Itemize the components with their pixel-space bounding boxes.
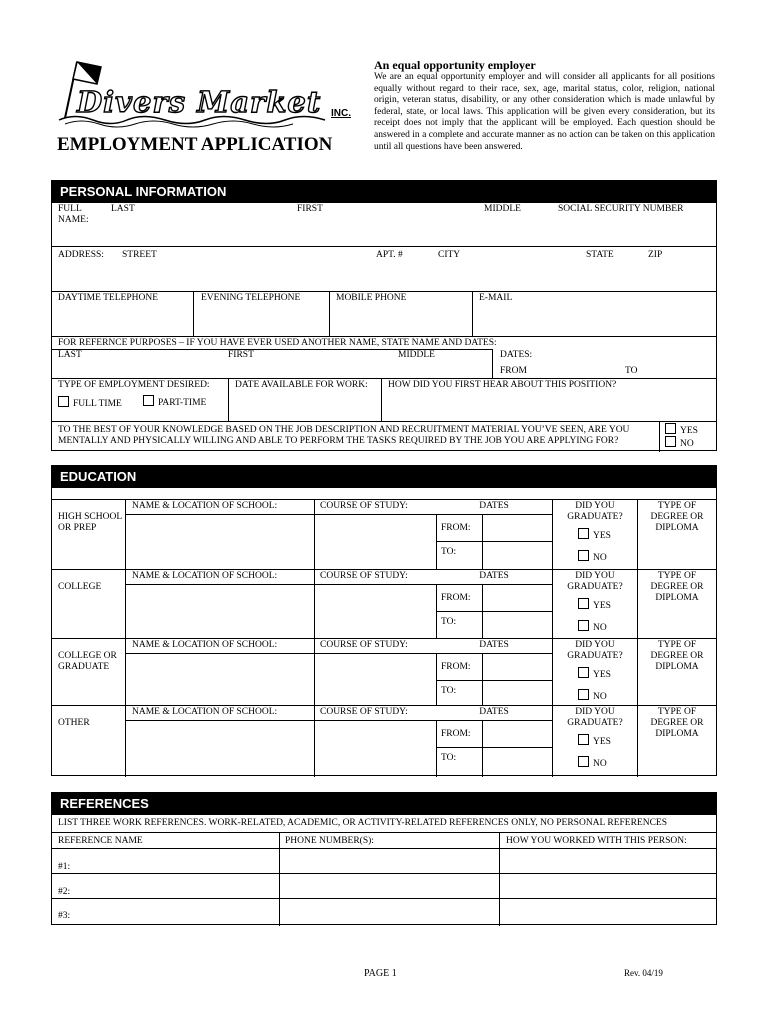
reference-3-name-field[interactable] (82, 900, 277, 923)
how-heard-label: HOW DID YOU FIRST HEAR ABOUT THIS POSITION? (388, 380, 617, 390)
edu-other-from-label: FROM: (441, 729, 471, 739)
other-name-note: FOR REFERNCE PURPOSES – IF YOU HAVE EVER USED ANOTHER NAME, STATE NAME AND DATES: (58, 338, 497, 348)
edu-college-course-field[interactable] (317, 586, 434, 636)
other-last-label: LAST (58, 350, 82, 360)
edu-high-school-to-field[interactable] (485, 543, 550, 567)
edu-college-graduate-degree-field[interactable] (640, 678, 714, 703)
reference-row-2-label: #2: (58, 887, 71, 897)
edu-other-dates-label: DATES (479, 707, 509, 717)
edu-college-yes-checkbox[interactable] (578, 598, 589, 609)
ability-no-label: NO (680, 439, 694, 449)
edu-college-graduate-school-field[interactable] (128, 655, 312, 703)
last-name-label: LAST (111, 204, 135, 214)
other-first-label: FIRST (228, 350, 254, 360)
date-available-label: DATE AVAILABLE FOR WORK: (235, 380, 368, 390)
other-dates-label: DATES: (500, 350, 533, 360)
reference-1-name-field[interactable] (82, 850, 277, 871)
edu-other-level-label: OTHER (58, 718, 90, 728)
email-field[interactable] (474, 306, 714, 334)
edu-college-from-field[interactable] (485, 586, 550, 609)
edu-college-degree-field[interactable] (640, 609, 714, 636)
city-label: CITY (438, 250, 461, 260)
edu-other-course-field[interactable] (317, 722, 434, 775)
references-heading: REFERENCES (52, 793, 716, 815)
edu-college-dates-label: DATES (479, 571, 509, 581)
edu-high-school-yes-checkbox[interactable] (578, 528, 589, 539)
mobile-phone-label: MOBILE PHONE (336, 293, 407, 303)
edu-college-no-option[interactable] (578, 620, 607, 634)
eoe-title: An equal opportunity employer (374, 58, 536, 72)
ability-no-option[interactable] (665, 436, 694, 450)
edu-college-graduate-level-label: COLLEGE OR GRADUATE (58, 651, 117, 672)
edu-college-from-label: FROM: (441, 593, 471, 603)
edu-other-degree-label: TYPE OF DEGREE OR DIPLOMA (650, 707, 704, 739)
edu-college-graduate-yes-checkbox[interactable] (578, 667, 589, 678)
phone-numbers-header: PHONE NUMBER(S): (285, 836, 374, 846)
edu-high-school-degree-field[interactable] (640, 539, 714, 567)
reference-3-phone-field[interactable] (282, 900, 497, 923)
personal-information-section (51, 180, 717, 451)
personal-information-heading: PERSONAL INFORMATION (52, 181, 716, 203)
edu-college-graduate-degree-label: TYPE OF DEGREE OR DIPLOMA (650, 640, 704, 672)
edu-other-course-label: COURSE OF STUDY: (320, 707, 408, 717)
full-time-label: FULL TIME (73, 399, 122, 409)
how-heard-field[interactable] (383, 393, 714, 419)
evening-telephone-label: EVENING TELEPHONE (201, 293, 301, 303)
edu-college-no-label: NO (593, 623, 607, 633)
edu-high-school-level-label: HIGH SCHOOL OR PREP (58, 512, 122, 533)
first-name-label: FIRST (297, 204, 323, 214)
ability-no-checkbox[interactable] (665, 436, 676, 447)
ability-yes-checkbox[interactable] (665, 423, 676, 434)
address-label: ADDRESS: (58, 250, 104, 260)
edu-college-school-field[interactable] (128, 586, 312, 636)
edu-other-to-label: TO: (441, 753, 457, 763)
edu-other-degree-field[interactable] (640, 745, 714, 775)
education-section (51, 465, 717, 776)
edu-college-graduate-no-option[interactable] (578, 689, 607, 703)
part-time-label: PART-TIME (158, 398, 207, 408)
edu-high-school-course-label: COURSE OF STUDY: (320, 501, 408, 511)
references-section (51, 792, 717, 925)
company-logo (55, 58, 355, 130)
other-to-label: TO (625, 366, 638, 376)
revision-date: Rev. 04/19 (624, 968, 663, 978)
edu-high-school-no-option[interactable] (578, 550, 607, 564)
edu-college-graduate-name-location-label: NAME & LOCATION OF SCHOOL: (132, 640, 278, 650)
reference-2-name-field[interactable] (82, 875, 277, 896)
edu-college-graduate-from-label: FROM: (441, 662, 471, 672)
edu-other-name-location-label: NAME & LOCATION OF SCHOOL: (132, 707, 278, 717)
edu-high-school-no-label: NO (593, 553, 607, 563)
edu-college-graduate-course-field[interactable] (317, 655, 434, 703)
edu-college-yes-option[interactable] (578, 598, 611, 612)
employment-type-label: TYPE OF EMPLOYMENT DESIRED: (58, 380, 210, 390)
edu-college-graduate-to-label: TO: (441, 686, 457, 696)
reference-row-1-label: #1: (58, 862, 71, 872)
edu-other-no-label: NO (593, 759, 607, 769)
edu-college-graduate-from-field[interactable] (485, 655, 550, 678)
edu-high-school-yes-label: YES (593, 531, 611, 541)
middle-name-label: MIDDLE (484, 204, 521, 214)
edu-college-graduate-label: DID YOU GRADUATE? (567, 571, 623, 592)
edu-high-school-name-location-label: NAME & LOCATION OF SCHOOL: (132, 501, 278, 511)
address-field[interactable] (54, 263, 714, 290)
daytime-telephone-label: DAYTIME TELEPHONE (58, 293, 159, 303)
edu-college-level-label: COLLEGE (58, 582, 102, 592)
edu-other-graduate-label: DID YOU GRADUATE? (567, 707, 623, 728)
reference-3-how-field[interactable] (502, 900, 714, 923)
form-title: EMPLOYMENT APPLICATION (57, 134, 333, 155)
edu-high-school-course-field[interactable] (317, 516, 434, 567)
edu-college-graduate-no-label: NO (593, 692, 607, 702)
edu-other-no-checkbox[interactable] (578, 756, 589, 767)
edu-college-course-label: COURSE OF STUDY: (320, 571, 408, 581)
edu-other-from-field[interactable] (485, 722, 550, 745)
evening-telephone-field[interactable] (195, 306, 327, 334)
edu-high-school-dates-label: DATES (479, 501, 509, 511)
date-available-field[interactable] (230, 393, 379, 419)
edu-high-school-to-label: TO: (441, 547, 457, 557)
edu-other-no-option[interactable] (578, 756, 607, 770)
edu-high-school-from-field[interactable] (485, 516, 550, 539)
edu-other-to-field[interactable] (485, 749, 550, 775)
reference-row-3-label: #3: (58, 911, 71, 921)
edu-college-yes-label: YES (593, 601, 611, 611)
reference-1-phone-field[interactable] (282, 850, 497, 871)
company-suffix: INC. (331, 108, 351, 119)
full-name-label: FULL NAME: (58, 204, 89, 225)
edu-college-no-checkbox[interactable] (578, 620, 589, 631)
edu-other-school-field[interactable] (128, 722, 312, 775)
email-label: E-MAIL (479, 293, 513, 303)
how-worked-header: HOW YOU WORKED WITH THIS PERSON: (506, 836, 687, 846)
apt-label: APT. # (376, 250, 403, 260)
references-instruction: LIST THREE WORK REFERENCES. WORK-RELATED, ACADEMIC, OR ACTIVITY-RELATED REFERENCES ONLY, NO PERSONAL REFERENCES (58, 818, 668, 828)
edu-college-to-label: TO: (441, 617, 457, 627)
street-label: STREET (122, 250, 157, 260)
edu-other-yes-checkbox[interactable] (578, 734, 589, 745)
edu-high-school-from-label: FROM: (441, 523, 471, 533)
state-label: STATE (586, 250, 614, 260)
edu-high-school-yes-option[interactable] (578, 528, 611, 542)
reference-2-how-field[interactable] (502, 875, 714, 896)
other-from-label: FROM (500, 366, 527, 376)
reference-1-how-field[interactable] (502, 850, 714, 871)
mobile-phone-field[interactable] (331, 306, 470, 334)
edu-other-yes-option[interactable] (578, 734, 611, 748)
edu-college-degree-label: TYPE OF DEGREE OR DIPLOMA (650, 571, 704, 603)
full-time-option[interactable] (58, 396, 122, 410)
edu-high-school-school-field[interactable] (128, 516, 312, 567)
ability-yes-option[interactable] (665, 423, 698, 437)
ability-yes-label: YES (680, 426, 698, 436)
ability-question: TO THE BEST OF YOUR KNOWLEDGE BASED ON THE JOB DESCRIPTION AND RECRUITMENT MATERIAL YOU’VE SEEN, ARE YOU MENTALLY AND PHYSICALLY WILLING AND ABLE TO PERFORM THE TASKS REQUIRED BY THE JOB YOU ARE APPLYING FOR? (58, 425, 630, 446)
edu-college-graduate-to-field[interactable] (485, 682, 550, 703)
reference-name-header: REFERENCE NAME (58, 836, 143, 846)
daytime-telephone-field[interactable] (54, 306, 191, 334)
education-heading: EDUCATION (52, 466, 716, 488)
edu-high-school-degree-label: TYPE OF DEGREE OR DIPLOMA (650, 501, 704, 533)
edu-high-school-graduate-label: DID YOU GRADUATE? (567, 501, 623, 522)
edu-college-graduate-yes-label: YES (593, 670, 611, 680)
eoe-text: We are an equal opportunity employer and will consider all applicants for all positions equally without regard to their race, sex, age, marital status, color, religion, national origin, veteran status, disability, or any other consideration which is made unlawful by federal, state, or local laws. This application will be given every consideration, but its receipt does not imply that the applicant will be employed. Each question should be answered in a complete and accurate manner as no action can be taken on this application until all questions have been answered. (374, 72, 715, 152)
edu-college-graduate-yes-option[interactable] (578, 667, 611, 681)
reference-2-phone-field[interactable] (282, 875, 497, 896)
full-time-checkbox[interactable] (58, 396, 69, 407)
edu-college-graduate-dates-label: DATES (479, 640, 509, 650)
zip-label: ZIP (648, 250, 663, 260)
edu-other-yes-label: YES (593, 737, 611, 747)
edu-high-school-no-checkbox[interactable] (578, 550, 589, 561)
edu-college-graduate-graduate-label: DID YOU GRADUATE? (567, 640, 623, 661)
page-number: PAGE 1 (364, 968, 397, 979)
part-time-checkbox[interactable] (143, 395, 154, 406)
other-middle-label: MIDDLE (398, 350, 435, 360)
part-time-option[interactable] (143, 395, 206, 409)
ssn-label: SOCIAL SECURITY NUMBER (558, 204, 684, 214)
edu-college-to-field[interactable] (485, 613, 550, 636)
edu-college-graduate-course-label: COURSE OF STUDY: (320, 640, 408, 650)
company-name: Divers Market (77, 85, 322, 119)
edu-college-graduate-no-checkbox[interactable] (578, 689, 589, 700)
edu-college-name-location-label: NAME & LOCATION OF SCHOOL: (132, 571, 278, 581)
full-name-field[interactable] (100, 215, 714, 245)
